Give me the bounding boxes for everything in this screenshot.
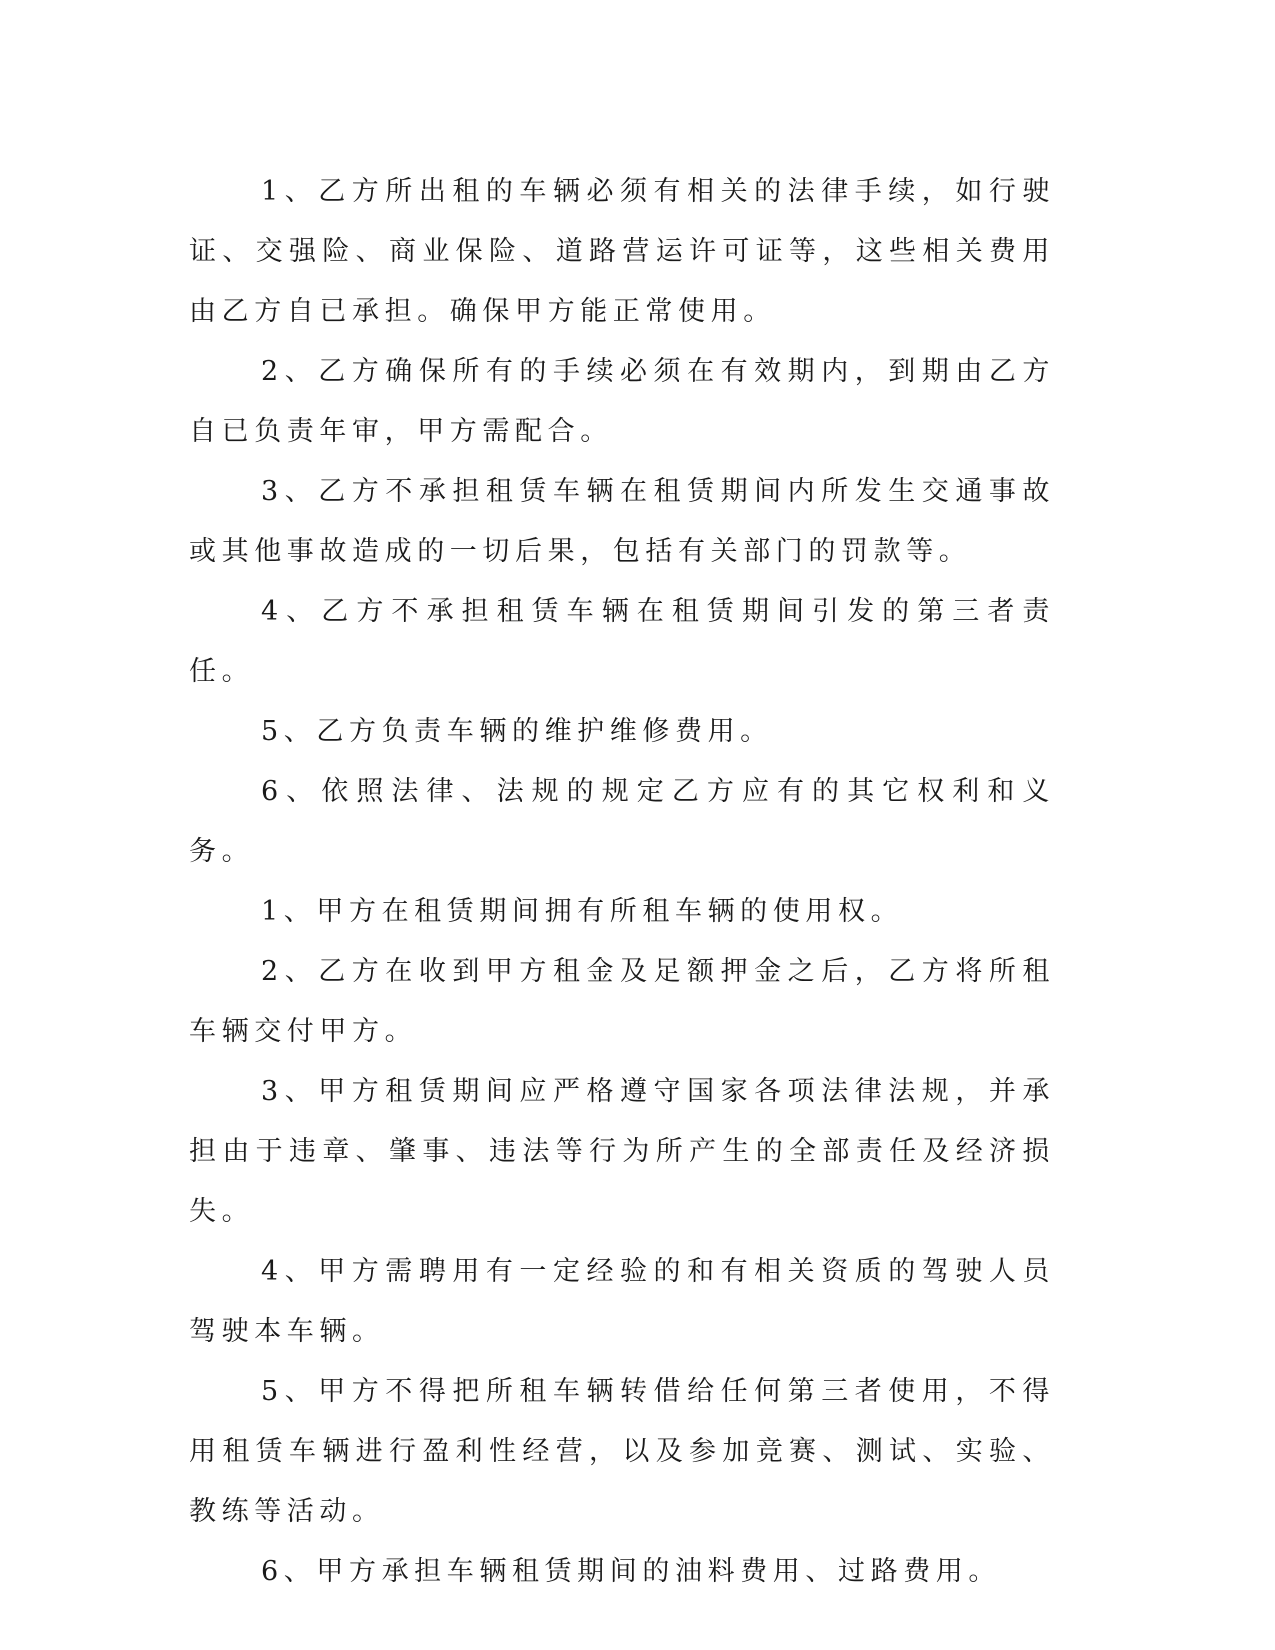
paragraph-lessee-clause-6: 6、甲方承担车辆租赁期间的油料费用、过路费用。 xyxy=(261,1556,1001,1587)
paragraph-lessor-clause-4: 4、乙方不承担租赁车辆在租赁期间引发的第三者责任。 xyxy=(189,596,1055,687)
document-body xyxy=(189,162,1055,1602)
paragraph-lessor-clause-6: 6、依照法律、法规的规定乙方应有的其它权利和义务。 xyxy=(189,776,1055,867)
paragraph-lessor-clause-5: 5、乙方负责车辆的维护维修费用。 xyxy=(261,716,773,747)
paragraph-lessor-clause-3: 3、乙方不承担租赁车辆在租赁期间内所发生交通事故或其他事故造成的一切后果，包括有关部门的罚款等。 xyxy=(189,476,1055,567)
paragraph-lessor-clause-1: 1、乙方所出租的车辆必须有相关的法律手续，如行驶证、交强险、商业保险、道路营运许可证等，这些相关费用由乙方自已承担。确保甲方能正常使用。 xyxy=(189,176,1055,327)
paragraph-lessee-clause-2: 2、乙方在收到甲方租金及足额押金之后，乙方将所租车辆交付甲方。 xyxy=(189,956,1055,1047)
paragraph-lessee-clause-5: 5、甲方不得把所租车辆转借给任何第三者使用，不得用租赁车辆进行盈利性经营，以及参加竞赛、测试、实验、教练等活动。 xyxy=(189,1376,1055,1527)
paragraph-lessee-clause-1: 1、甲方在租赁期间拥有所租车辆的使用权。 xyxy=(261,896,904,927)
paragraph-lessor-clause-2: 2、乙方确保所有的手续必须在有效期内，到期由乙方自已负责年审，甲方需配合。 xyxy=(189,356,1055,447)
paragraph-lessee-clause-3: 3、甲方租赁期间应严格遵守国家各项法律法规，并承担由于违章、肇事、违法等行为所产生的全部责任及经济损失。 xyxy=(189,1076,1055,1227)
paragraph-lessee-clause-4: 4、甲方需聘用有一定经验的和有相关资质的驾驶人员驾驶本车辆。 xyxy=(189,1256,1055,1347)
